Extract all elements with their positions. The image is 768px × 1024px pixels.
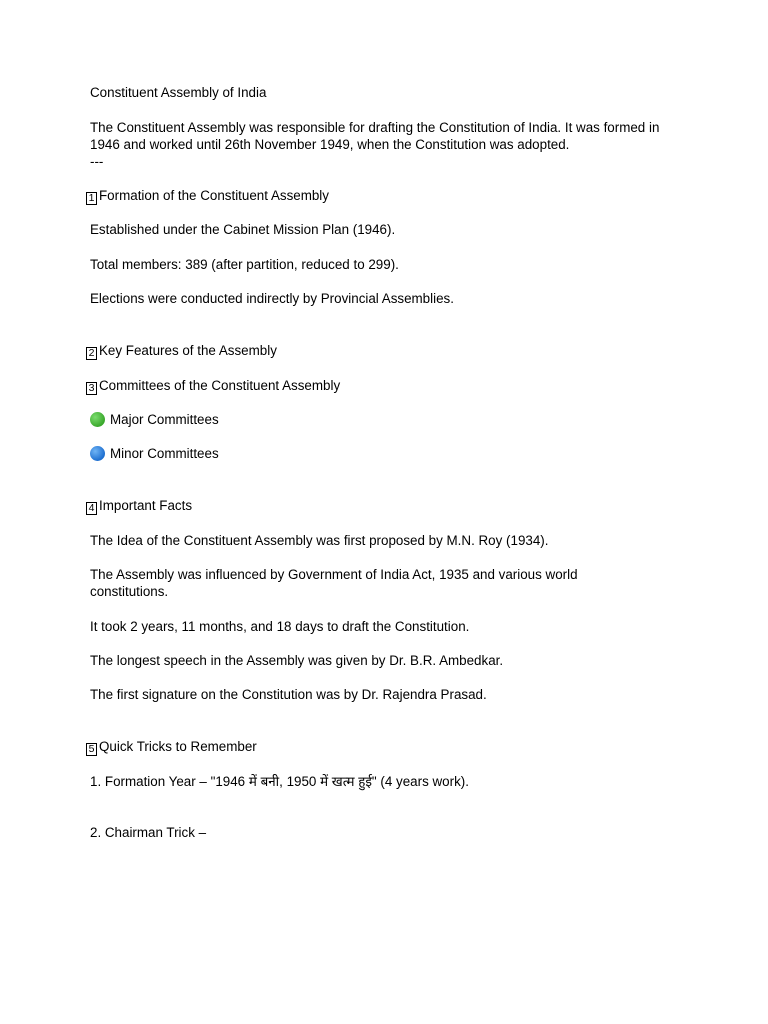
section-heading-facts — [86, 497, 676, 515]
section-heading-label: Quick Tricks to Remember — [99, 739, 257, 754]
keycap-number-icon: 5 — [86, 743, 97, 756]
keycap-number-icon: 4 — [86, 502, 97, 515]
minor-committees-item — [90, 445, 680, 462]
major-committees-label: Major Committees — [110, 412, 219, 427]
major-committees-item — [90, 411, 680, 428]
fact-item: The Idea of the Constituent Assembly was first proposed by M.N. Roy (1934). — [90, 533, 549, 548]
section-heading-features — [86, 342, 676, 360]
minor-committees-label: Minor Committees — [110, 446, 219, 461]
keycap-number-icon: 2 — [86, 347, 97, 360]
blue-circle-icon — [90, 446, 105, 461]
formation-item: Elections were conducted indirectly by Provincial Assemblies. — [90, 291, 454, 306]
section-heading-committees — [86, 377, 676, 395]
formation-item: Total members: 389 (after partition, reduced to 299). — [90, 257, 399, 272]
formation-item: Established under the Cabinet Mission Plan (1946). — [90, 222, 396, 237]
section-heading-label: Important Facts — [99, 498, 193, 513]
section-heading-label: Committees of the Constituent Assembly — [99, 378, 341, 393]
section-heading-formation — [86, 187, 676, 205]
fact-item: The Assembly was influenced by Government of India Act, 1935 and various world constitutions. — [90, 567, 578, 599]
fact-item: The first signature on the Constitution was by Dr. Rajendra Prasad. — [90, 687, 487, 702]
section-heading-label: Formation of the Constituent Assembly — [99, 188, 329, 203]
divider-text: --- — [90, 154, 104, 169]
green-circle-icon — [90, 412, 105, 427]
trick-item: 2. Chairman Trick – — [90, 825, 207, 840]
intro-paragraph: The Constituent Assembly was responsible for drafting the Constitution of India. It was formed in 1946 and worked until 26th November 1949, when the Constitution was adopted. — [90, 120, 660, 152]
fact-item: It took 2 years, 11 months, and 18 days to draft the Constitution. — [90, 619, 470, 634]
document-title: Constituent Assembly of India — [90, 85, 267, 100]
trick-item: 1. Formation Year – "1946 में बनी, 1950 में खत्म हुई" (4 years work). — [90, 774, 469, 789]
section-heading-label: Key Features of the Assembly — [99, 343, 277, 358]
keycap-number-icon: 3 — [86, 382, 97, 395]
fact-item: The longest speech in the Assembly was given by Dr. B.R. Ambedkar. — [90, 653, 504, 668]
section-heading-tricks — [86, 738, 676, 756]
keycap-number-icon: 1 — [86, 192, 97, 205]
